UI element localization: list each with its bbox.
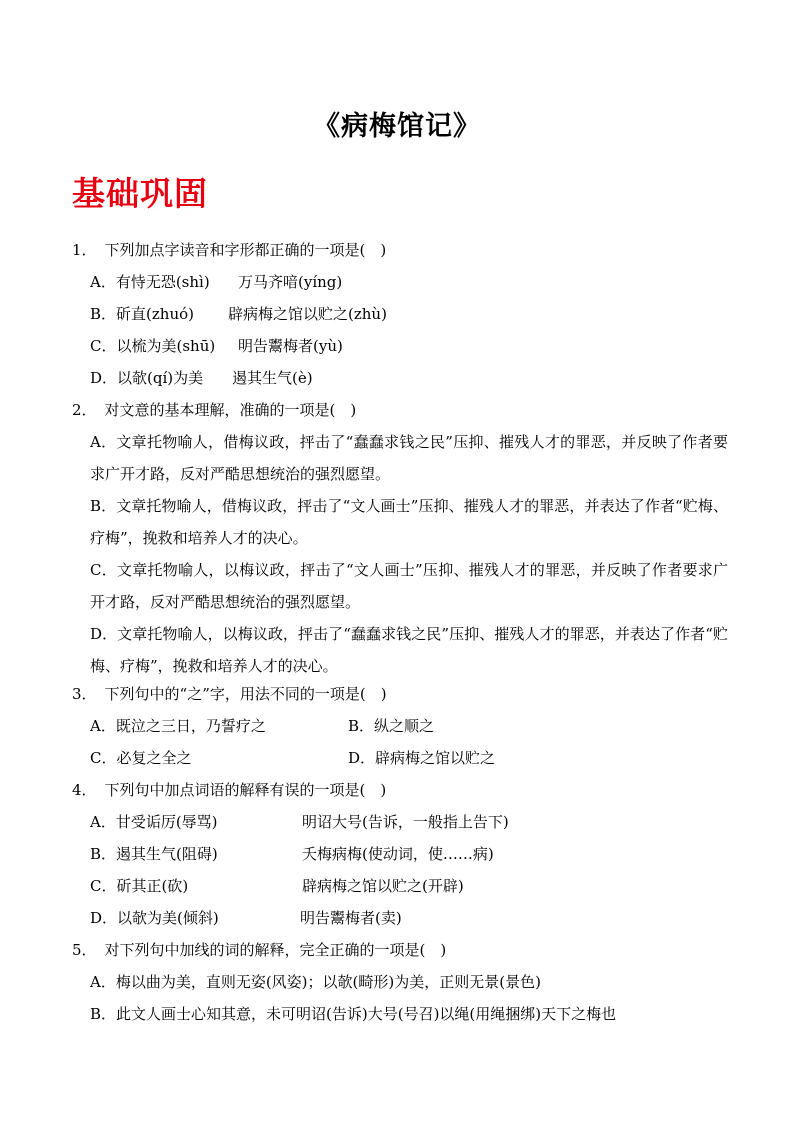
option-d: D．以欹(qí)为美 遏其生气(è) bbox=[90, 369, 313, 387]
question-5 bbox=[72, 934, 728, 1030]
question-stem bbox=[72, 934, 728, 966]
question-number: 3． bbox=[72, 685, 97, 703]
option-b: B．斫直(zhuó) 辟病梅之馆以贮之(zhù) bbox=[90, 305, 387, 323]
question-number: 1． bbox=[72, 241, 97, 259]
option-b: B．文章托物喻人，借梅议政，抨击了“文人画士”压抑、摧残人才的罪恶，并表达了作者“贮梅、疗梅”，挽救和培养人才的决心。 bbox=[90, 497, 728, 547]
question-text: 对文意的基本理解，准确的一项是( ) bbox=[104, 401, 357, 419]
question-4 bbox=[72, 774, 728, 934]
question-1 bbox=[72, 234, 728, 394]
question-stem bbox=[72, 394, 728, 426]
option-c: C．斫其正(砍) 辟病梅之馆以贮之(开辟) bbox=[90, 877, 464, 895]
option-a: A．文章托物喻人，借梅议政，抨击了“蠢蠢求钱之民”压抑、摧残人才的罪恶，并反映了作者要求广开才路，反对严酷思想统治的强烈愿望。 bbox=[90, 433, 728, 483]
question-number: 4． bbox=[72, 781, 97, 799]
option-c: C．文章托物喻人，以梅议政，抨击了“文人画士”压抑、摧残人才的罪恶，并反映了作者要求广开才路，反对严酷思想统治的强烈愿望。 bbox=[90, 561, 728, 611]
option-a: A．甘受诟厉(辱骂) 明诏大号(告诉，一般指上告下) bbox=[90, 813, 509, 831]
option-a: A．有恃无恐(shì) 万马齐喑(yíng) bbox=[90, 273, 343, 291]
question-number: 2． bbox=[72, 401, 97, 419]
option-d: D．文章托物喻人，以梅议政，抨击了“蠢蠢求钱之民”压抑、摧残人才的罪恶，并表达了作者“贮梅、疗梅”，挽救和培养人才的决心。 bbox=[90, 625, 728, 675]
option-a: A．梅以曲为美，直则无姿(风姿)；以欹(畸形)为美，正则无景(景色) bbox=[90, 973, 541, 991]
question-text: 对下列句中加线的词的解释，完全正确的一项是( ) bbox=[104, 941, 447, 959]
question-3 bbox=[72, 678, 728, 774]
section-heading: 基础巩固 bbox=[72, 174, 208, 213]
question-2 bbox=[72, 394, 728, 682]
option-row-ab: A．既泣之三日，乃誓疗之 B．纵之顺之 bbox=[90, 717, 435, 735]
question-stem bbox=[72, 678, 728, 710]
option-b: B．遏其生气(阻碍) 夭梅病梅(使动词，使……病) bbox=[90, 845, 494, 863]
question-text: 下列句中的“之”字，用法不同的一项是( ) bbox=[104, 685, 387, 703]
option-row-cd: C．必复之全之 D．辟病梅之馆以贮之 bbox=[90, 749, 496, 767]
option-c: C．以梳为美(shū) 明告鬻梅者(yù) bbox=[90, 337, 343, 355]
option-d: D．以欹为美(倾斜) 明告鬻梅者(卖) bbox=[90, 909, 402, 927]
question-number: 5． bbox=[72, 941, 97, 959]
question-text: 下列句中加点词语的解释有误的一项是( ) bbox=[104, 781, 387, 799]
question-stem bbox=[72, 234, 728, 266]
question-text: 下列加点字读音和字形都正确的一项是( ) bbox=[104, 241, 387, 259]
question-stem bbox=[72, 774, 728, 806]
option-b: B．此文人画士心知其意，未可明诏(告诉)大号(号召)以绳(用绳捆绑)天下之梅也 bbox=[90, 1005, 617, 1023]
document-title: 《病梅馆记》 bbox=[313, 111, 481, 142]
